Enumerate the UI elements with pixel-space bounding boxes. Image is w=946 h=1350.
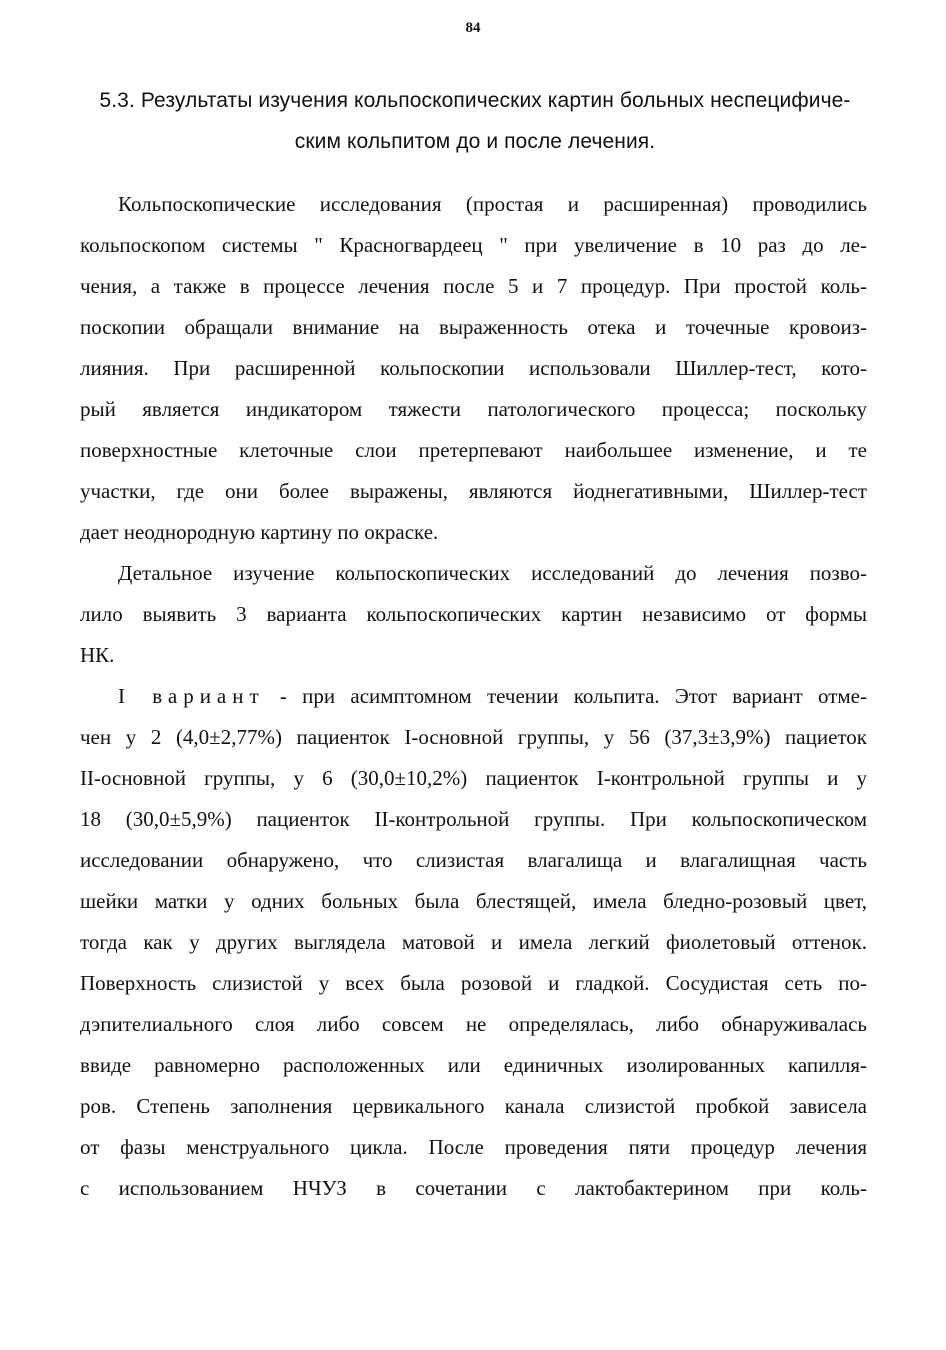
text-line: поверхностные клеточные слои претерпевают наибольшее изменение, и те xyxy=(80,438,867,462)
text-line: 18 (30,0±5,9%) пациенток II-контрольной группы. При кольпоскопическом xyxy=(80,807,867,831)
text-line: чения, а также в процессе лечения после 5 и 7 процедур. При простой коль- xyxy=(80,274,867,298)
text-line: шейки матки у одних больных была блестящей, имела бледно-розовый цвет, xyxy=(80,889,867,913)
section-title-line-2: ским кольпитом до и после лечения. xyxy=(294,130,656,153)
text-line: Кольпоскопические исследования (простая и расширенная) проводились xyxy=(118,192,867,216)
text-line: Детальное изучение кольпоскопических исследований до лечения позво- xyxy=(118,561,867,585)
text-line: НК. xyxy=(80,643,115,667)
text-line: участки, где они более выражены, являются йоднегативными, Шиллер-тест xyxy=(80,479,867,503)
text-line: дает неоднородную картину по окраске. xyxy=(80,520,439,544)
text-line: ввиде равномерно расположенных или единичных изолированных капилля- xyxy=(80,1053,867,1077)
variant-label: I вариант xyxy=(118,684,265,708)
paragraph-variant-one xyxy=(80,676,867,1209)
text-line: лияния. При расширенной кольпоскопии использовали Шиллер-тест, кото- xyxy=(80,356,867,380)
text-line: кольпоскопом системы " Красногвардеец " при увеличение в 10 раз до ле- xyxy=(80,233,867,257)
text-line: рый является индикатором тяжести патологического процесса; поскольку xyxy=(80,397,867,421)
section-title xyxy=(80,80,870,162)
body-text xyxy=(80,184,867,1209)
text-line: чен у 2 (4,0±2,77%) пациенток I-основной группы, у 56 (37,3±3,9%) пациеток xyxy=(80,725,867,749)
variant-intro: - при асимптомном течении кольпита. Этот вариант отме- xyxy=(264,684,867,708)
text-line: ров. Степень заполнения цервикального канала слизистой пробкой зависела xyxy=(80,1094,867,1118)
text-line: исследовании обнаружено, что слизистая влагалища и влагалищная часть xyxy=(80,848,867,872)
text-line: тогда как у других выглядела матовой и имела легкий фиолетовый оттенок. xyxy=(80,930,867,954)
text-line: с использованием НЧУЗ в сочетании с лактобактерином при коль- xyxy=(80,1176,867,1200)
text-line: II-основной группы, у 6 (30,0±10,2%) пациенток I-контрольной группы и у xyxy=(80,766,867,790)
page-number: 84 xyxy=(465,20,481,36)
text-line: лило выявить 3 варианта кольпоскопических картин независимо от формы xyxy=(80,602,867,626)
text-line: дэпителиального слоя либо совсем не определялась, либо обнаруживалась xyxy=(80,1012,867,1036)
text-line: Поверхность слизистой у всех была розовой и гладкой. Сосудистая сеть по- xyxy=(80,971,867,995)
paragraph-variants-overview xyxy=(80,553,867,676)
paragraph-colposcopy-methods xyxy=(80,184,867,553)
section-title-line-1: 5.3. Результаты изучения кольпоскопических картин больных неспецифиче- xyxy=(99,89,851,112)
text-line: поскопии обращали внимание на выраженность отека и точечные кровоиз- xyxy=(80,315,867,339)
text-line xyxy=(80,676,867,717)
text-line: от фазы менструального цикла. После проведения пяти процедур лечения xyxy=(80,1135,867,1159)
